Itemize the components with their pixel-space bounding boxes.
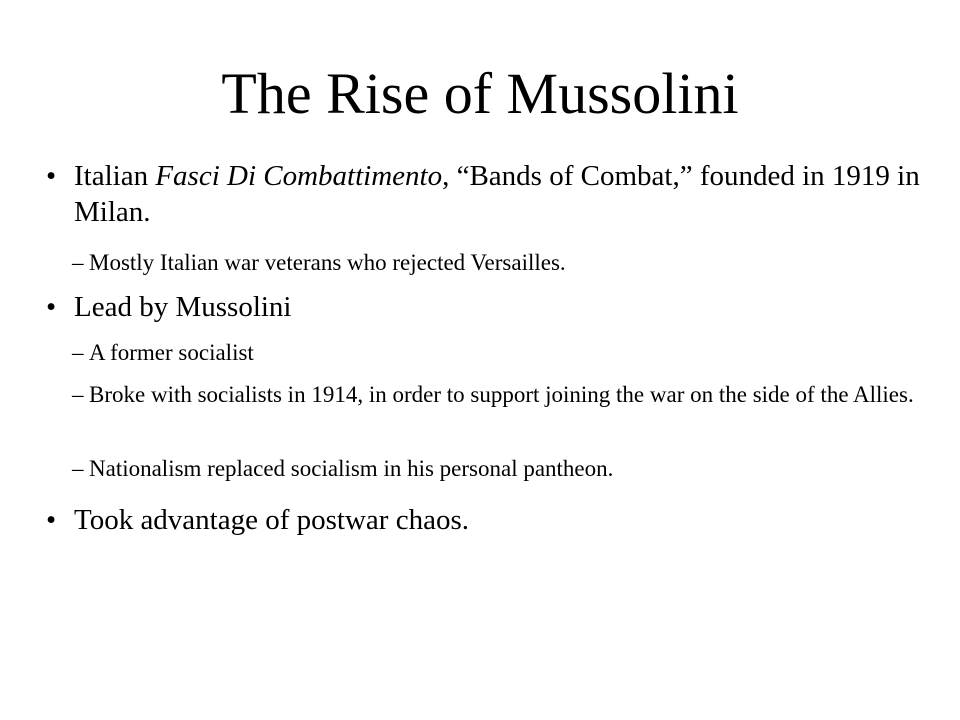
bullet-text: Took advantage of postwar chaos. xyxy=(74,504,469,536)
dash-marker: – xyxy=(72,250,84,275)
bullet-text: Lead by Mussolini xyxy=(74,291,292,323)
bullet-text-part: , “Bands of Combat,” founded in 1919 in Milan. xyxy=(74,160,920,228)
sub-item-text: Nationalism replaced socialism in his personal pantheon. xyxy=(89,456,614,481)
bullet-text-part-italic: Fasci Di Combattimento xyxy=(155,160,443,192)
bullet-marker: • xyxy=(46,160,57,192)
dash-marker: – xyxy=(72,340,84,365)
sub-item-text: Broke with socialists in 1914, in order to support joining the war on the side of the Allies. xyxy=(89,382,914,407)
bullet-text-part: Italian xyxy=(74,160,156,192)
dash-marker: – xyxy=(72,456,84,481)
sub-item-text: Mostly Italian war veterans who rejected Versailles. xyxy=(89,250,566,275)
bullet-marker: • xyxy=(46,504,57,536)
bullet-marker: • xyxy=(46,291,57,323)
dash-marker: – xyxy=(72,382,84,407)
bullet-text xyxy=(46,158,926,230)
slide-title: The Rise of Mussolini xyxy=(221,61,739,126)
bullet-item xyxy=(46,158,926,230)
sub-item-text: A former socialist xyxy=(89,340,254,365)
